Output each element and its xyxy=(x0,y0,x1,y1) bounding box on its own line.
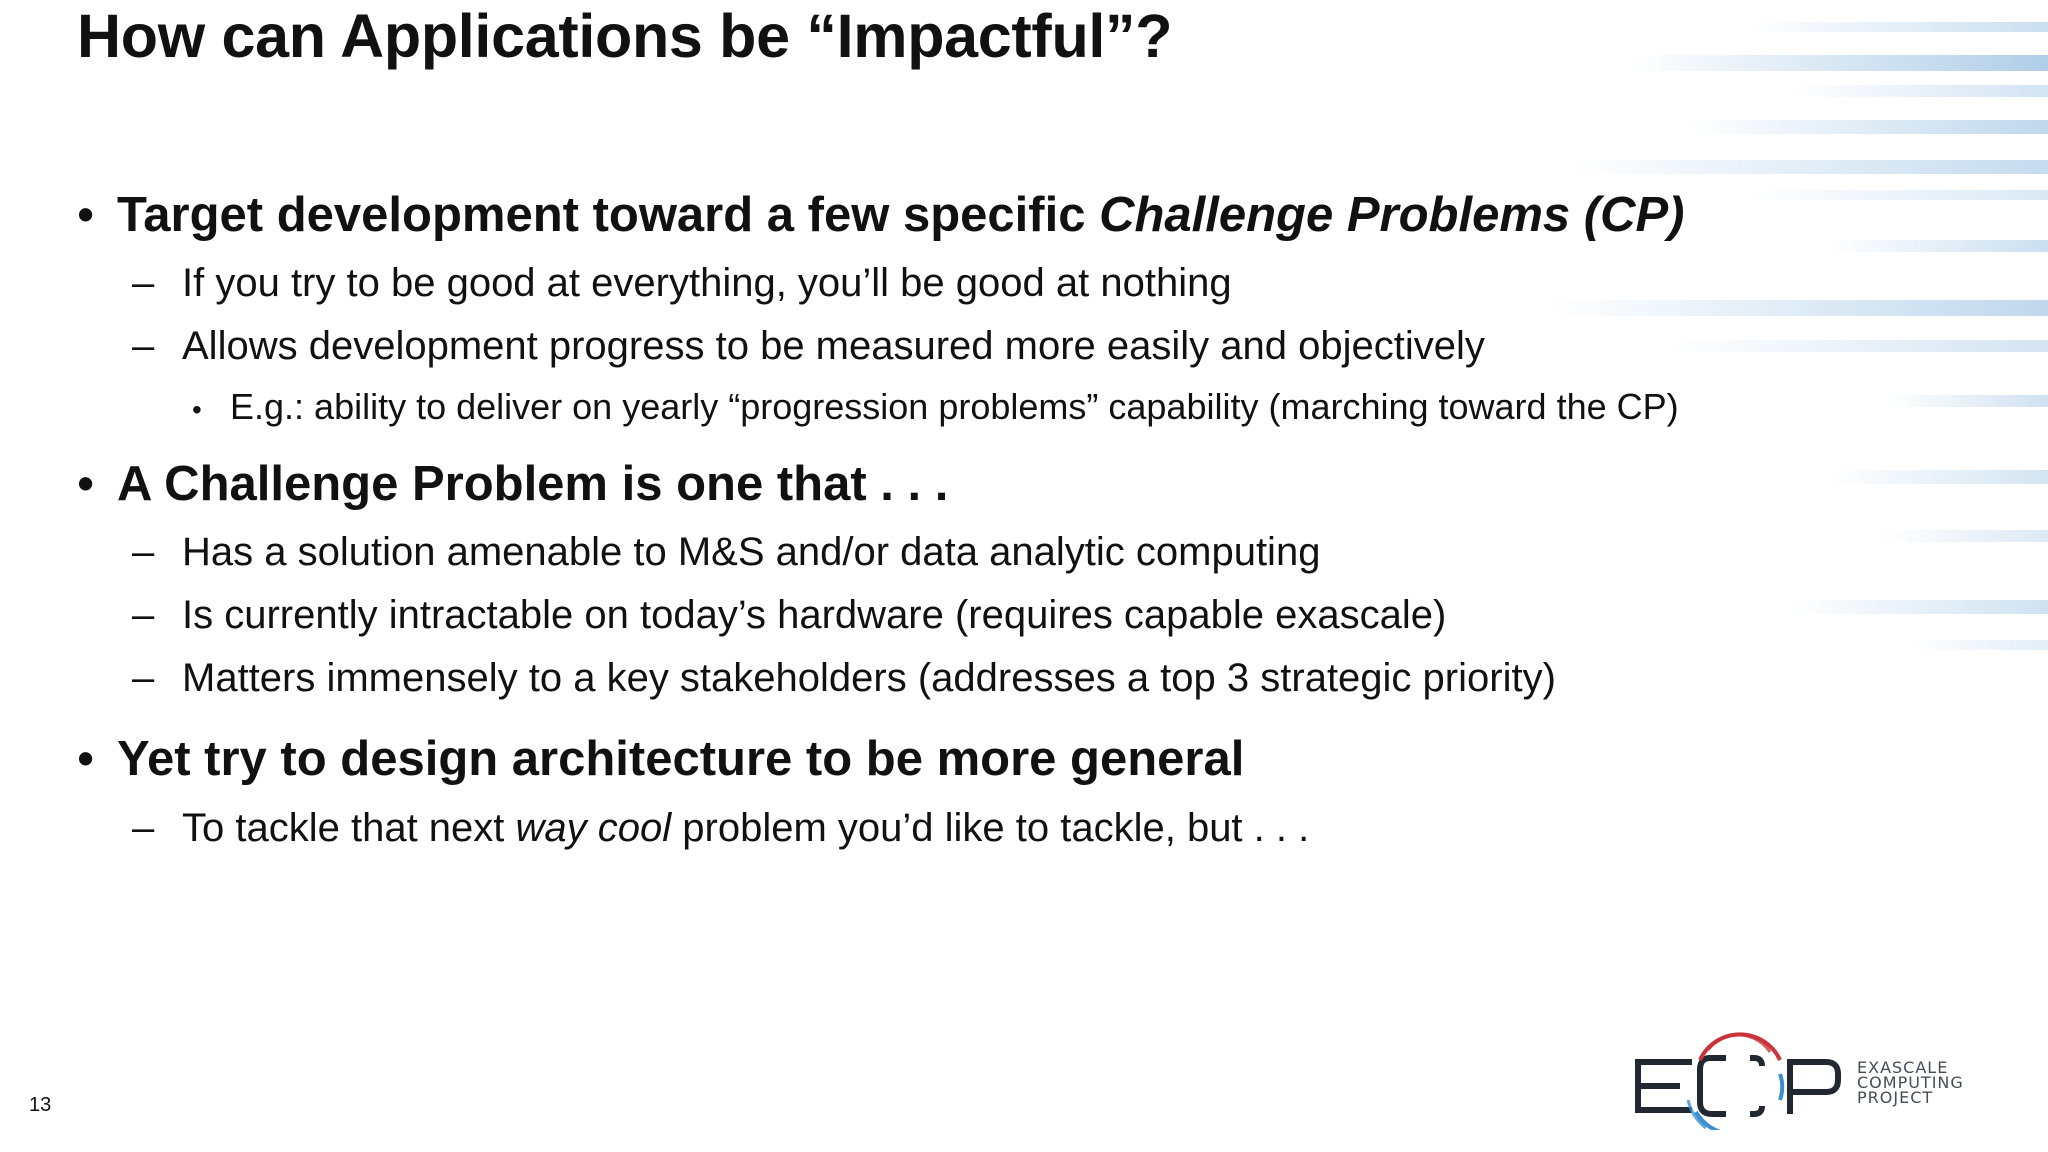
sub-bullet-text: To tackle that next xyxy=(182,806,516,850)
sub-bullet-text: If you try to be good at everything, you’ll be good at nothing xyxy=(182,261,1232,305)
bullet-text: Target development toward a few specific xyxy=(117,188,1100,242)
sub-bullet-text: Matters immensely to a key stakeholders (addresses a top 3 strategic priority) xyxy=(182,656,1556,700)
bullet-mark: • xyxy=(77,457,95,511)
decorative-streaks xyxy=(1528,0,2048,700)
bullet-mark: • xyxy=(77,188,95,242)
logo-subtitle-line: EXASCALE xyxy=(1857,1058,1949,1077)
sub-mark: – xyxy=(132,806,155,850)
bullet-text: Yet try to design architecture to be more general xyxy=(117,732,1245,786)
sub-mark: – xyxy=(132,261,155,305)
sub-sub-bullet xyxy=(192,385,1679,432)
sub-mark: – xyxy=(132,593,155,637)
sub-bullet xyxy=(132,528,1320,576)
logo-letter-e xyxy=(1638,1062,1692,1110)
sub-bullet-emphasis: way cool xyxy=(515,806,672,850)
sub-mark: – xyxy=(132,656,155,700)
logo-subtitle xyxy=(1857,1060,1964,1105)
bullet-mark: • xyxy=(77,732,95,786)
bullet-challenge-problems xyxy=(77,186,1684,244)
sub-sub-bullet-text: E.g.: ability to deliver on yearly “progression problems” capability (marching toward the CP) xyxy=(230,386,1679,427)
bullet-mark: • xyxy=(192,394,202,425)
bullet-emphasis: Challenge Problems (CP) xyxy=(1099,188,1685,242)
logo-letter-c xyxy=(1688,1034,1782,1130)
sub-bullet-text: Allows development progress to be measured more easily and objectively xyxy=(182,324,1485,368)
page-number: 13 xyxy=(29,1094,52,1116)
bullet-challenge-definition xyxy=(77,455,948,513)
sub-bullet xyxy=(132,804,1309,852)
bullet-general-architecture xyxy=(77,730,1244,788)
sub-bullet xyxy=(132,259,1232,307)
sub-bullet xyxy=(132,591,1446,639)
logo-letter-p xyxy=(1790,1062,1838,1114)
sub-bullet xyxy=(132,322,1485,370)
logo-subtitle-line: PROJECT xyxy=(1857,1088,1934,1107)
sub-bullet-text: problem you’d like to tackle, but . . . xyxy=(671,806,1310,850)
sub-bullet-text: Has a solution amenable to M&S and/or data analytic computing xyxy=(182,530,1321,574)
slide-title: How can Applications be “Impactful”? xyxy=(77,2,1173,70)
sub-bullet-text: Is currently intractable on today’s hardware (requires capable exascale) xyxy=(182,593,1447,637)
sub-bullet xyxy=(132,654,1556,702)
bullet-text: A Challenge Problem is one that . . . xyxy=(117,457,949,511)
sub-mark: – xyxy=(132,530,155,574)
sub-mark: – xyxy=(132,324,155,368)
logo-subtitle-line: COMPUTING xyxy=(1857,1073,1964,1092)
